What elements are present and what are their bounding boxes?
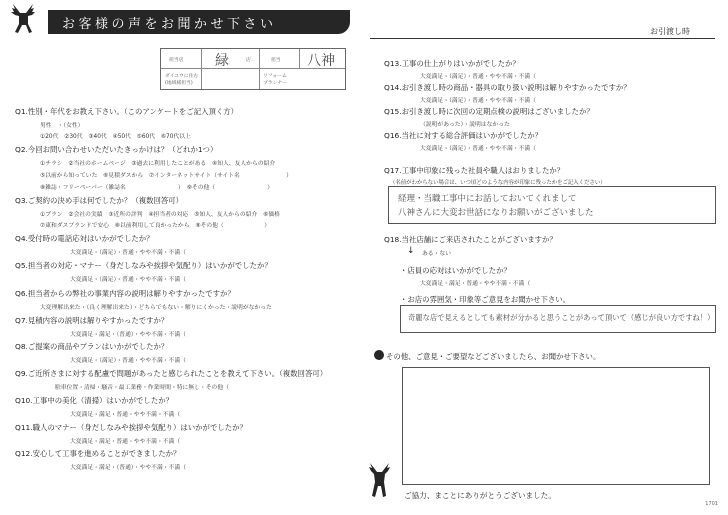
q8-options: 大変満足・（満足）・普通・やや不満・不満（ [70,358,186,364]
q1-ages: ①20代 ②30代 ③40代 ④50代 ⑤60代 ⑥70代以上 [40,134,191,140]
question-q18b: ・お店の雰囲気・印象等ご意見をお聞かせ下さい。 [400,295,570,304]
store-info-table [160,48,346,90]
q18a-options: 大変満足・満足・普通・やや不満・不満（ [420,281,531,287]
q1-gender: 男性 ・（女性） [40,123,84,129]
store-unit: 店 [246,58,251,63]
question-q4: Q4.受付時の電話応対はいかがでしたか？ [15,234,154,243]
question-q17: Q17.工事中印象に残った社員や職人はおりましたか？ [384,166,565,175]
q15-options: （説明があった）・説明はなかった [420,122,510,128]
deer-mascot-icon [362,462,396,500]
question-q9: Q9.ご近所さまに対する配慮で問題があったと感じられたことを教えて下さい。（複数回答可） [15,369,328,378]
planner-sublabel: プランナー [263,81,287,86]
q11-options: 大変満足・満足・普通・やや不満・不満（ [70,439,181,445]
question-q3: Q3.ご契約の決め手は何でしたか？（複数回答可） [15,196,184,205]
question-q7: Q7.見積内容の説明は解りやすかったですか？ [15,316,169,325]
question-q18: Q18.当社店舗にご来店されたことがございますか？ [384,235,557,244]
q17-note: （名前がわからない場合は、いつ頃どのような内容が印象に残ったかをご記入ください） [390,180,606,186]
q3-options-2: ⑦東和ダスブランドで安心 ⑧以前利用して良かったから ⑨その他（ ） [40,223,271,229]
q7-options: 大変満足・満足・（普通）・やや不満・不満（ [70,332,186,338]
question-q5: Q5.担当者の対応・マナー（身だしなみや挨拶や気配り）はいかがでしたか？ [15,261,272,270]
other-comments-label: その他、ご意見・ご要望などございましたら、お聞かせ下さい。 [386,352,601,361]
planner-label: リフォーム [263,74,287,79]
question-q10: Q10.工事中の美化（清掃）はいかがでしたか？ [15,396,173,405]
district-sublabel: (地域様担当) [165,81,193,86]
q18-options: ある・ない [422,251,451,257]
q5-options: 大変満足・（満足）・普通・やや不満・不満（ [70,277,186,283]
question-q1: Q1.性別・年代をお教え下さい。（このアンケートをご記入頂く方） [15,107,239,116]
q3-options-1: ①プラン ②会社の実績 ③近所の評判 ④担当者の対応 ⑤知人、友人からの紹介 ⑥価格 [40,212,280,218]
q18b-handwriting: 奇麗な店で見えるとしても素材が分かると思うことがあって頂いて（感じが良い方ですね！） [408,313,715,322]
question-q18a: ・店員の応対はいかがでしたか？ [400,266,511,275]
form-code: 1701 [705,501,718,507]
question-q13: Q13.工事の仕上がりはいかがでしたか？ [384,59,520,68]
q10-options: 大変満足・満足・普通・やや不満・不満（ [70,412,181,418]
other-comments-prompt [374,350,600,362]
district-label: ダイユウに住む [165,74,199,79]
right-title-rule [370,38,715,39]
q4-options: 大変満足・（満足）・普通・やや不満・不満（ [70,250,186,256]
thanks-message: ご協力、まことにありがとうございました。 [404,491,556,500]
q17-handwriting-1: 経理・当職工事中にお話しておいてくれまして [398,194,577,204]
staff-value: 八神 [307,53,335,69]
q17-handwriting-2: 八神さんに大変お世話になりお願いがございました [398,208,594,218]
q14-options: 大変満足・（満足）・普通・やや不満・不満（ [420,98,536,104]
other-comments-box [402,367,710,485]
q13-options: 大変満足・（満足）・普通・やや不満・不満（ [420,74,536,80]
question-q11: Q11.職人のマナー（身だしなみや挨拶や気配り）はいかがでしたか？ [15,423,247,432]
arrow-down-icon: ↓ [407,246,415,256]
page-title: お客様の声をお聞かせ下さい [62,17,277,32]
right-page-title: お引渡し時 [650,27,690,36]
question-q12: Q12.安心して工事を進めることができましたか？ [15,449,181,458]
q6-options: 大変理解出来た・（良く理解出来た）・どちらでもない・解りにくかった・説明がなかった [40,305,272,311]
deer-logo-icon [4,2,42,38]
q16-options: 大変満足・（満足）・普通・やや不満・不満（ [420,146,536,152]
question-q15: Q15.お引き渡し時に次回の定期点検の説明はございましたか？ [384,107,594,116]
q12-options: 大変満足・満足・（普通）・やや不満・不満（ [70,465,186,471]
q2-options-1: ①チラシ ②当社のホームページ ③過去に利用したことがある ④知人、友人からの紹介 [40,161,276,167]
staff-label: 担当 [271,58,281,63]
question-q14: Q14.お引き渡し時の商品・器具の取り扱い説明は解りやすかったですか？ [384,83,631,92]
question-q6: Q6.担当者からの弊社の事業内容の説明は解りやすかったですか？ [15,289,235,298]
q2-options-3: ⑧雑誌・フリーペーパー（雑誌名 ） ⑨その他（ ） [40,185,274,191]
q2-options-2: ⑤以前から知っていた ⑥見積ダスから ⑦インターネットサイト（サイト名 ） [40,173,292,179]
question-q2: Q2.今回お問い合わせいただいたきっかけは？（どれか1つ） [15,145,218,154]
store-label: 担当店 [169,58,184,63]
q9-options: 駐車位置・清掃・騒音・最工業務・作業時間・特に無し・その他（ [55,385,229,391]
question-q16: Q16.当社に対する総合評価はいかがでしたか？ [384,131,542,140]
bullet-icon [374,350,384,360]
store-value: 緑 [215,53,229,69]
question-q8: Q8.ご提案の商品やプランはいかがでしたか？ [15,342,169,351]
